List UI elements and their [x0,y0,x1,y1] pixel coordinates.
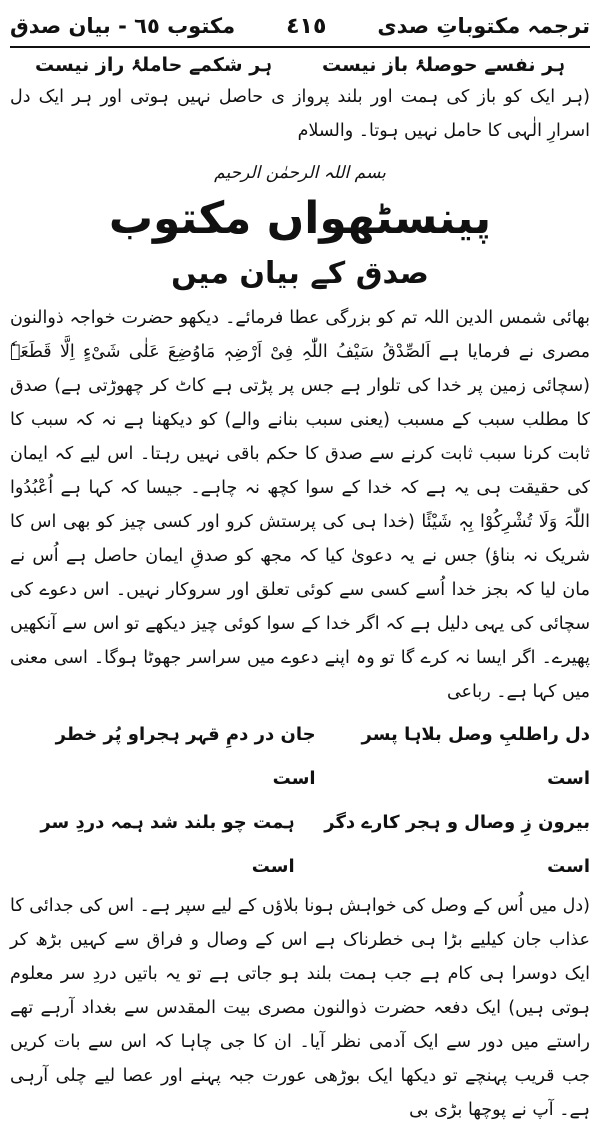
letter-subtitle: صدق کے بیان میں [171,256,429,291]
couplet-right: ہر نفسے حوصلۂ باز نیست [322,54,566,76]
top-paragraph: (ہر ایک کو باز کی ہمت اور بلند پرواز ی حاصل نہیں ہوتی اور ہر ایک دل اسرارِ الٰہی کا حامل نہیں ہوتا۔ والسلام [10,87,590,141]
rubai-line-1-left: جان در دمِ قہر ہجراو پُر خطر است [55,724,316,789]
rubai-line-1-right: دل راطلبِ وصل بلاہا پسر است [361,724,590,789]
rubai-line-2 [10,801,590,889]
letter-title: پینسٹھواں مکتوب [108,193,492,244]
rubai-line-2-left: ہمت چو بلند شد ہمہ دردِ سر است [40,812,295,877]
body-paragraph-1: بھائی شمس الدین اللہ تم کو بزرگی عطا فرمائے۔ دیکھو حضرت خواجہ ذوالنون مصری نے فرمایا ہے اَلصِّدْقُ سَیْفُ اللّٰہِ فِیْ اَرْضِہٖ مَاوُضِعَ عَلٰی شَیْءٍ اِلَّا قَطَعَہٗ (سچائی زمین پر خدا کی تلوار ہے جس پر پڑتی ہے کاٹ کر چھوڑتی ہے) صدق کا مطلب سبب کے مسبب (یعنی سبب بنانے والے) کو دیکھنا ہے نہ کہ سبب کا ثابت کرنا سبب ثابت کرنے سے صدق کا حکم باقی نہیں رہتا۔ اس لیے کہ ایمان کی حقیقت ہی یہ ہے کہ خدا کے سوا کچھ نہ چاہے۔ جیسا کہ کہا ہے اُعْبُدُوا اللّٰہَ وَلَا تُشْرِکُوْا بِہٖ شَیْئًا (خدا ہی کی پرستش کرو اور کسی چیز کو بھی اس کا شریک نہ بناؤ) جس نے یہ دعویٰ کیا کہ مجھ کو صدقِ ایمان حاصل ہے اُس نے مان لیا کہ بجز خدا اُسے کسی سے کوئی تعلق اور سروکار نہیں۔ اس دعوے کی سچائی کی یہی دلیل ہے کہ اگر خدا کے سوا کوئی چیز دیکھے تو اس سے آنکھیں پھیرے۔ اگر ایسا نہ کرے گا تو وہ اپنے دعوے میں سراسر جھوٹا ہوگا۔ اسی معنی میں کہا ہے۔ رباعی [10,308,590,702]
book-title: ترجمہ مکتوباتِ صدی [377,14,590,38]
rubai [10,713,590,889]
bismillah: بسم اللہ الرحمٰن الرحیم [214,163,386,183]
rubai-line-1 [10,713,590,801]
body-paragraph-2: (دل میں اُس کے وصل کی خواہش ہونا بلاؤں کے لیے سپر ہے۔ اس کی جدائی کا عذاب جان کیلیے بڑا ہی خطرناک ہے اس کے وصال و فراق سے کہیں بڑھ کر ایک دوسرا ہی کام ہے جب ہمت بلند ہو جاتی ہے تو یہ باتیں دردِ سر معلوم ہوتی ہیں) ایک دفعہ حضرت ذوالنون مصری بیت المقدس سے بغداد آرہے تھے راستے میں دور سے ایک آدمی نظر آیا۔ ان کا جی چاہا کہ اس سے بات کریں جب قریب پہنچے تو دیکھا ایک بوڑھی عورت جبہ پہنے اور عصا لیے چلی آرہی ہے۔ آپ نے پوچھا بڑی بی [10,896,590,1120]
chapter-title: مکتوب ٦٥ - بیان صدق [10,14,236,38]
top-couplet [10,54,590,76]
header-rule [10,46,590,48]
page-header [10,6,590,46]
couplet-left: ہر شکمے حاملۂ راز نیست [34,54,273,76]
rubai-line-2-right: بیرون زِ وصال و ہجر کارے دگر است [324,812,590,877]
page-number: ٤١٥ [286,13,327,39]
